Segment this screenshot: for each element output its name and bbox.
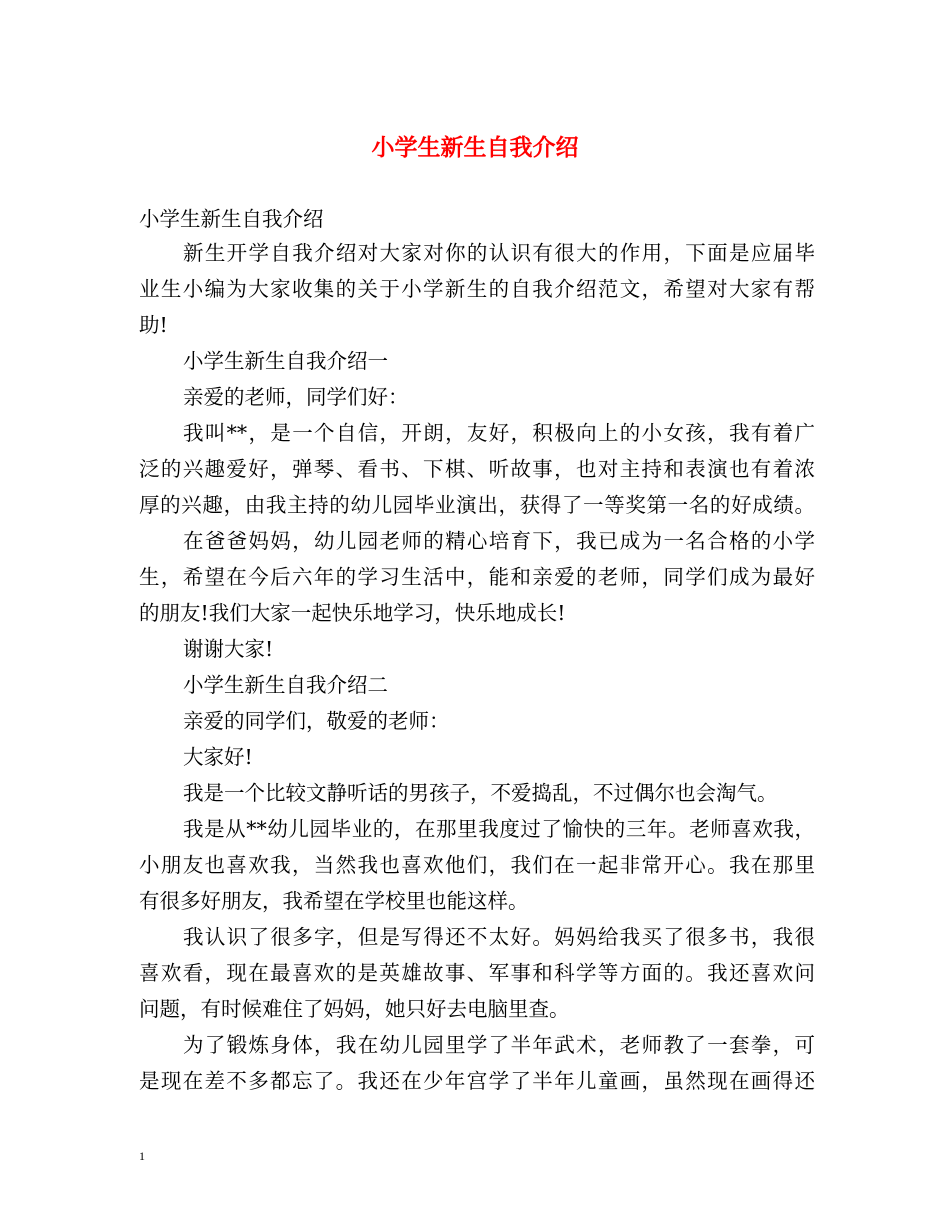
text-line: 谢谢大家! — [183, 637, 274, 661]
text-line: 我是从**幼儿园毕业的，在那里我度过了愉快的三年。老师喜欢我， — [183, 817, 815, 841]
text-line: 大家好! — [183, 745, 253, 769]
text-line: 业生小编为大家收集的关于小学新生的自我介绍范文，希望对大家有帮 — [139, 277, 815, 301]
text-line: 有很多好朋友，我希望在学校里也能这样。 — [139, 889, 529, 913]
text-line: 厚的兴趣，由我主持的幼儿园毕业演出，获得了一等奖第一名的好成绩。 — [139, 493, 815, 517]
page-number: 1 — [139, 1149, 145, 1163]
section-heading: 小学生新生自我介绍 — [139, 207, 324, 231]
text-line: 喜欢看，现在最喜欢的是英雄故事、军事和科学等方面的。我还喜欢问 — [139, 961, 815, 985]
text-line: 是现在差不多都忘了。我还在少年宫学了半年儿童画，虽然现在画得还 — [139, 1069, 815, 1093]
text-line: 我认识了很多字，但是写得还不太好。妈妈给我买了很多书，我很 — [183, 925, 815, 949]
text-line: 小学生新生自我介绍一 — [183, 349, 388, 373]
text-line: 生，希望在今后六年的学习生活中，能和亲爱的老师，同学们成为最好 — [139, 565, 815, 589]
text-line: 小学生新生自我介绍二 — [183, 673, 388, 697]
text-line: 为了锻炼身体，我在幼儿园里学了半年武术，老师教了一套拳，可 — [183, 1033, 815, 1057]
document-title: 小学生新生自我介绍 — [371, 134, 579, 161]
text-line: 小朋友也喜欢我，当然我也喜欢他们，我们在一起非常开心。我在那里 — [139, 853, 815, 877]
text-line: 的朋友!我们大家一起快乐地学习，快乐地成长! — [139, 601, 566, 625]
text-line: 在爸爸妈妈，幼儿园老师的精心培育下，我已成为一名合格的小学 — [183, 529, 815, 553]
text-line: 我是一个比较文静听话的男孩子，不爱捣乱，不过偶尔也会淘气。 — [183, 781, 778, 805]
document-body — [139, 201, 815, 1099]
text-line: 新生开学自我介绍对大家对你的认识有很大的作用，下面是应届毕 — [183, 241, 815, 265]
text-line: 亲爱的同学们，敬爱的老师： — [183, 709, 450, 733]
text-line: 我叫**，是一个自信，开朗，友好，积极向上的小女孩，我有着广 — [183, 421, 815, 445]
text-line: 亲爱的老师，同学们好： — [183, 385, 409, 409]
text-line: 泛的兴趣爱好，弹琴、看书、下棋、听故事，也对主持和表演也有着浓 — [139, 457, 815, 481]
text-line: 助! — [139, 313, 168, 337]
text-line: 问题，有时候难住了妈妈，她只好去电脑里查。 — [139, 997, 570, 1021]
